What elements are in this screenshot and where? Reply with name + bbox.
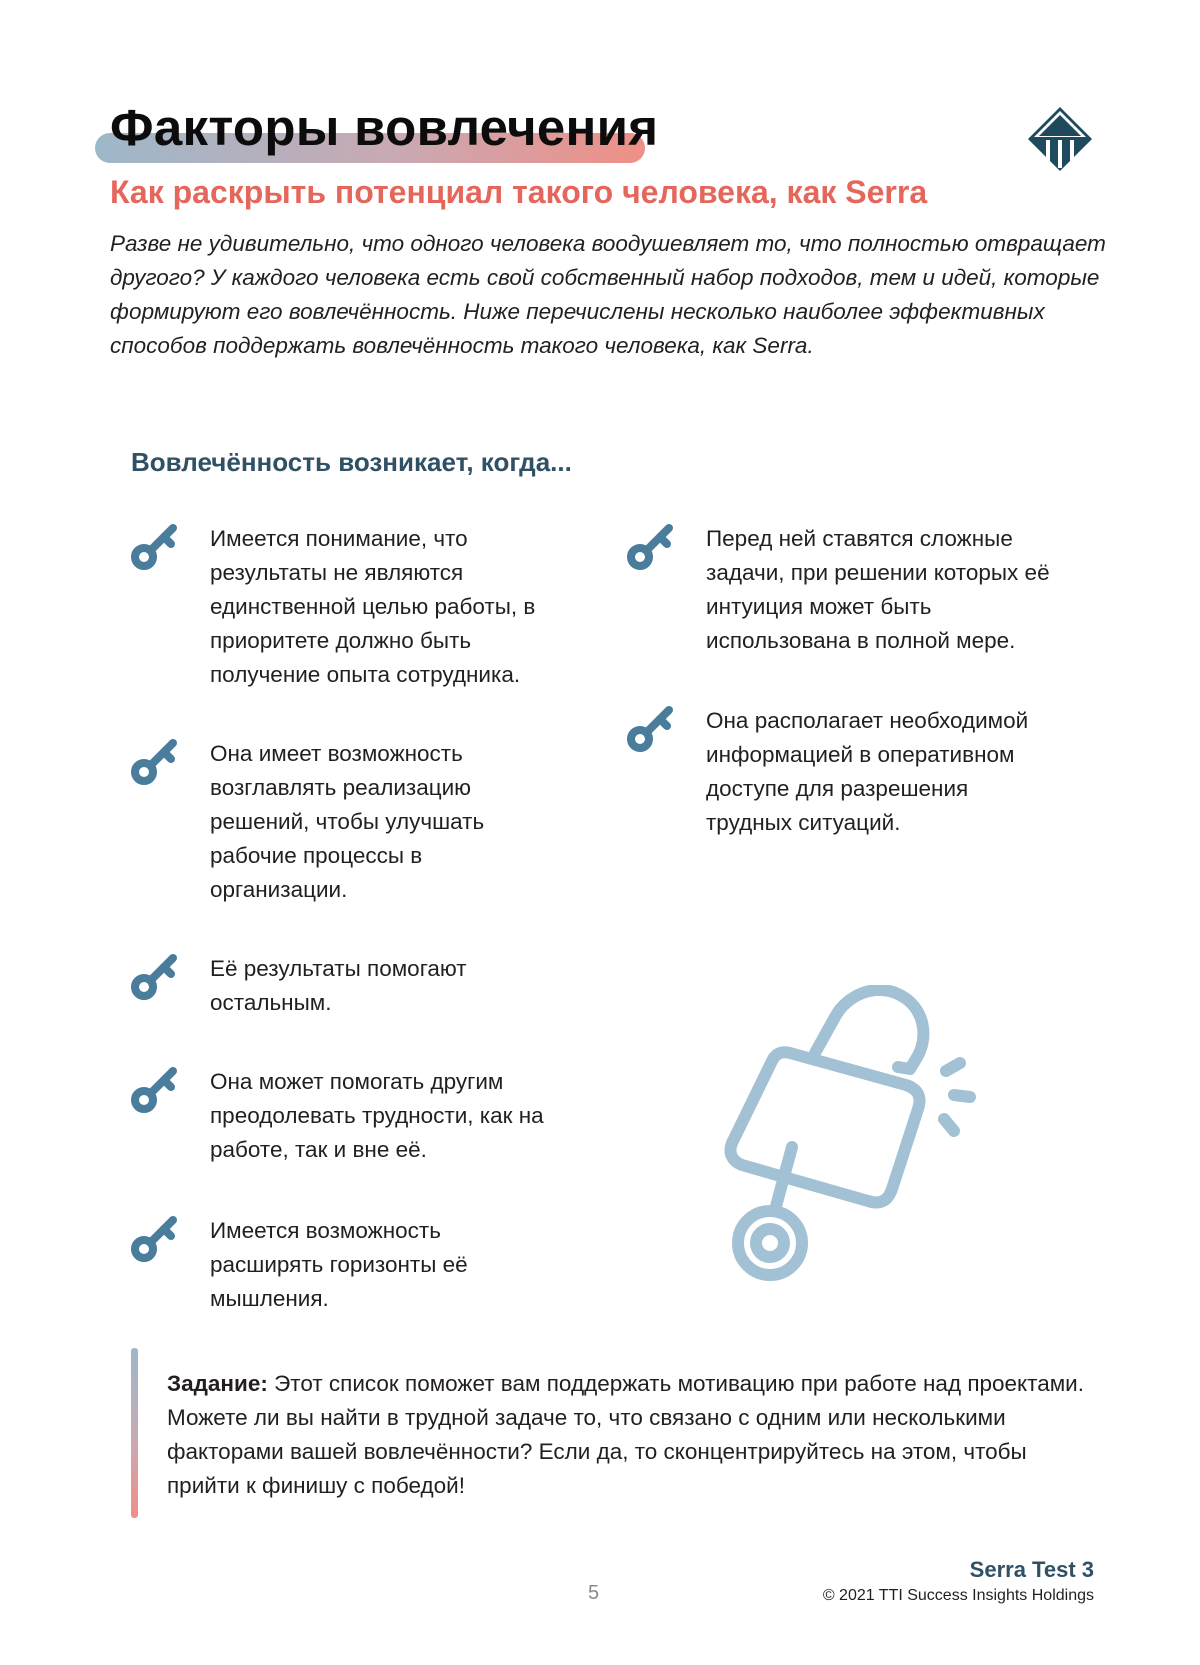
task-accent-bar (131, 1348, 138, 1518)
section-heading: Вовлечённость возникает, когда... (131, 447, 572, 477)
tti-logo-icon (1026, 105, 1094, 173)
key-icon (129, 1063, 181, 1115)
key-icon (129, 735, 181, 787)
bullet-text: Её результаты помогают остальным. (210, 956, 467, 1015)
key-icon (625, 702, 677, 754)
open-padlock-icon (720, 985, 990, 1305)
key-icon (129, 520, 181, 572)
bullet-text: Имеется возможность расширять горизонты её мышления. (210, 1218, 468, 1311)
intro-paragraph: Разве не удивительно, что одного человека воодушевляет то, что полностью отвращает другого? У каждого человека есть свой собственный набор подходов, тем и идей, которые формируют его вовлечённость. Ниже перечислены несколько наиболее эффективных способов поддержать вовлечённость такого человека, как Serra. (110, 231, 1106, 358)
task-text: Этот список поможет вам поддержать мотивацию при работе над проектами. Можете ли вы найти в трудной задаче то, что связано с одним или несколькими факторами вашей вовлечённости? Если да, то сконцентрируйтесь на этом, чтобы прийти к финишу с победой! (167, 1371, 1084, 1498)
key-icon (625, 520, 677, 572)
page-subtitle: Как раскрыть потенциал такого человека, как Serra (110, 174, 928, 210)
key-icon (129, 1212, 181, 1264)
task-paragraph (167, 1367, 1087, 1503)
task-label: Задание: (167, 1371, 268, 1396)
bullet-text: Она имеет возможность возглавлять реализацию решений, чтобы улучшать рабочие процессы в организации. (210, 741, 485, 902)
bullet-text: Перед ней ставятся сложные задачи, при решении которых её интуиция может быть использована в полной мере. (706, 526, 1050, 653)
bullet-text: Она может помогать другим преодолевать трудности, как на работе, так и вне её. (210, 1069, 544, 1162)
footer-copyright: © 2021 TTI Success Insights Holdings (822, 1587, 1094, 1604)
footer-person-name: Serra Test 3 (969, 1557, 1094, 1582)
page-number: 5 (588, 1582, 600, 1604)
bullet-text: Она располагает необходимой информацией в оперативном доступе для разрешения трудных ситуаций. (706, 708, 1029, 835)
key-icon (129, 950, 181, 1002)
page-title: Факторы вовлечения (110, 99, 659, 156)
bullet-text: Имеется понимание, что результаты не являются единственной целью работы, в приоритете должно быть получение опыта сотрудника. (210, 526, 536, 687)
